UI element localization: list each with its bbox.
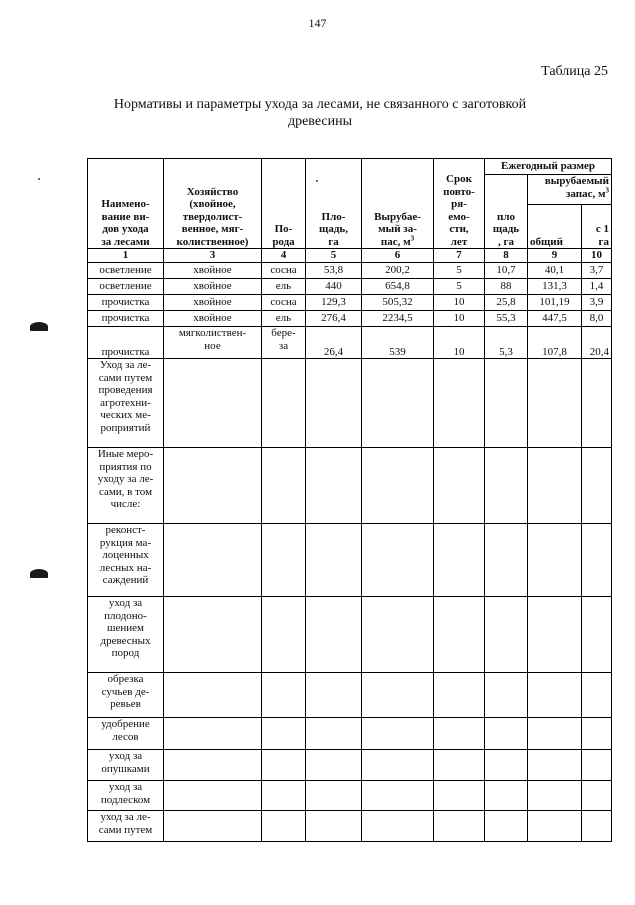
cell-per-ha: 3,7 bbox=[582, 263, 612, 279]
empty-cell bbox=[306, 781, 362, 811]
column-number: 1 bbox=[88, 249, 164, 263]
header-annual-volume-text: вырубаемый запас, м bbox=[544, 175, 609, 200]
empty-cell bbox=[362, 597, 434, 673]
table-row bbox=[88, 811, 612, 842]
cell-period: 10 bbox=[434, 327, 485, 359]
cell-type: осветление bbox=[88, 279, 164, 295]
empty-cell bbox=[262, 359, 306, 448]
empty-cell bbox=[362, 359, 434, 448]
cell-type bbox=[88, 359, 164, 448]
table-row bbox=[88, 327, 612, 359]
cell-type-text: обрезка сучьев де- ревьев bbox=[101, 673, 150, 710]
cell-period: 10 bbox=[434, 295, 485, 311]
cell-type-text: уход за опушками bbox=[101, 750, 150, 775]
cell-farm: хвойное bbox=[164, 295, 262, 311]
empty-cell bbox=[362, 718, 434, 750]
empty-cell bbox=[362, 750, 434, 781]
cell-farm: хвойное bbox=[164, 279, 262, 295]
table-row bbox=[88, 311, 612, 327]
cell-type-text: реконст- рукция ма- лоценных лесных на- саждений bbox=[99, 524, 152, 586]
empty-cell bbox=[582, 781, 612, 811]
empty-cell bbox=[528, 781, 582, 811]
header-type-text: Наимено- вание ви- дов ухода за лесами bbox=[101, 198, 150, 248]
cell-species: ель bbox=[262, 311, 306, 327]
cell-per-ha: 1,4 bbox=[582, 279, 612, 295]
cell-type: осветление bbox=[88, 263, 164, 279]
empty-cell bbox=[528, 597, 582, 673]
column-number: 9 bbox=[528, 249, 582, 263]
table-row bbox=[88, 279, 612, 295]
cell-type bbox=[88, 448, 164, 524]
empty-cell bbox=[362, 673, 434, 718]
superscript-3: 3 bbox=[605, 185, 609, 194]
empty-cell bbox=[434, 781, 485, 811]
header-volume-text: Вырубае- мый за- пас, м bbox=[374, 210, 421, 248]
cell-annual-total: 131,3 bbox=[528, 279, 582, 295]
header-annual-total-text: общий bbox=[530, 235, 563, 248]
cell-per-ha: 8,0 bbox=[582, 311, 612, 327]
empty-cell bbox=[434, 811, 485, 842]
empty-cell bbox=[434, 597, 485, 673]
cell-type-text: уход за подлеском bbox=[100, 781, 151, 806]
cell-type-text: уход за плодоно- шением древесных пород bbox=[100, 597, 151, 659]
cell-type bbox=[88, 811, 164, 842]
empty-cell bbox=[582, 718, 612, 750]
cell-annual-total: 107,8 bbox=[528, 327, 582, 359]
header-annual-group bbox=[485, 159, 612, 175]
cell-farm-text: мягколиствен- ное bbox=[178, 327, 247, 352]
cell-period: 5 bbox=[434, 263, 485, 279]
empty-cell bbox=[262, 811, 306, 842]
cell-species: сосна bbox=[262, 263, 306, 279]
empty-cell bbox=[164, 448, 262, 524]
cell-volume: 505,32 bbox=[362, 295, 434, 311]
table-row bbox=[88, 750, 612, 781]
empty-cell bbox=[164, 750, 262, 781]
empty-cell bbox=[528, 359, 582, 448]
cell-annual-area: 10,7 bbox=[485, 263, 528, 279]
empty-cell bbox=[362, 524, 434, 597]
empty-cell bbox=[528, 811, 582, 842]
cell-type bbox=[88, 524, 164, 597]
empty-cell bbox=[485, 597, 528, 673]
cell-annual-total: 40,1 bbox=[528, 263, 582, 279]
cell-period: 10 bbox=[434, 311, 485, 327]
forest-care-table bbox=[87, 158, 612, 842]
empty-cell bbox=[485, 781, 528, 811]
scan-mark bbox=[30, 569, 48, 578]
cell-volume: 539 bbox=[362, 327, 434, 359]
cell-type-text: удобрение лесов bbox=[101, 718, 150, 743]
empty-cell bbox=[164, 673, 262, 718]
empty-cell bbox=[434, 750, 485, 781]
header-volume bbox=[362, 159, 434, 249]
document-title: Нормативы и параметры ухода за лесами, не связанного с заготовкой древесины bbox=[113, 97, 527, 129]
cell-species bbox=[262, 327, 306, 359]
cell-annual-total: 447,5 bbox=[528, 311, 582, 327]
empty-cell bbox=[434, 359, 485, 448]
header-period-text: Срок повто- ря- емо- сти, лет bbox=[443, 173, 475, 248]
empty-cell bbox=[434, 673, 485, 718]
empty-cell bbox=[306, 448, 362, 524]
header-farm bbox=[164, 159, 262, 249]
cell-farm: хвойное bbox=[164, 263, 262, 279]
header-volume-wrap bbox=[364, 211, 431, 249]
empty-cell bbox=[306, 524, 362, 597]
cell-farm: хвойное bbox=[164, 311, 262, 327]
empty-cell bbox=[262, 597, 306, 673]
page-number: 147 bbox=[308, 16, 327, 30]
table-row bbox=[88, 718, 612, 750]
cell-area: 440 bbox=[306, 279, 362, 295]
header-annual-area-text: пло щадь , га bbox=[492, 210, 520, 248]
cell-type bbox=[88, 597, 164, 673]
empty-cell bbox=[262, 673, 306, 718]
cell-farm bbox=[164, 327, 262, 359]
column-number: 8 bbox=[485, 249, 528, 263]
empty-cell bbox=[582, 448, 612, 524]
header-farm-text: Хозяйство (хвойное, твердолист- венное, мяг- колиственное) bbox=[176, 185, 249, 248]
empty-cell bbox=[582, 359, 612, 448]
empty-cell bbox=[434, 524, 485, 597]
header-species bbox=[262, 159, 306, 249]
empty-cell bbox=[164, 524, 262, 597]
empty-cell bbox=[164, 718, 262, 750]
header-per-ha bbox=[582, 205, 612, 249]
header-type bbox=[88, 159, 164, 249]
column-number: 7 bbox=[434, 249, 485, 263]
cell-volume: 2234,5 bbox=[362, 311, 434, 327]
column-number: 10 bbox=[582, 249, 612, 263]
empty-cell bbox=[306, 750, 362, 781]
cell-area: 129,3 bbox=[306, 295, 362, 311]
table-row bbox=[88, 597, 612, 673]
header-area-text: Пло- щадь, га bbox=[319, 210, 348, 248]
cell-species: сосна bbox=[262, 295, 306, 311]
empty-cell bbox=[485, 524, 528, 597]
empty-cell bbox=[528, 448, 582, 524]
cell-area: 26,4 bbox=[306, 327, 362, 359]
cell-area: 276,4 bbox=[306, 311, 362, 327]
table-row bbox=[88, 295, 612, 311]
cell-type bbox=[88, 718, 164, 750]
cell-annual-area: 25,8 bbox=[485, 295, 528, 311]
table-row bbox=[88, 448, 612, 524]
empty-cell bbox=[485, 673, 528, 718]
cell-type-text: Уход за ле- сами путем проведения агротехни- ческих ме- роприятий bbox=[98, 359, 153, 434]
empty-cell bbox=[164, 597, 262, 673]
table-row bbox=[88, 359, 612, 448]
header-annual-volume bbox=[528, 175, 612, 205]
cell-annual-area: 88 bbox=[485, 279, 528, 295]
empty-cell bbox=[306, 811, 362, 842]
empty-cell bbox=[528, 524, 582, 597]
empty-cell bbox=[582, 597, 612, 673]
empty-cell bbox=[306, 673, 362, 718]
cell-type bbox=[88, 781, 164, 811]
empty-cell bbox=[306, 597, 362, 673]
table-label: Таблица 25 bbox=[541, 64, 608, 79]
empty-cell bbox=[485, 448, 528, 524]
cell-annual-area: 55,3 bbox=[485, 311, 528, 327]
cell-per-ha: 3,9 bbox=[582, 295, 612, 311]
column-number: 6 bbox=[362, 249, 434, 263]
column-number: 5 bbox=[306, 249, 362, 263]
empty-cell bbox=[362, 811, 434, 842]
header-annual-total bbox=[528, 205, 582, 249]
cell-species: ель bbox=[262, 279, 306, 295]
empty-cell bbox=[164, 359, 262, 448]
cell-type-text: Иные меро- приятия по уходу за ле- сами, в том числе: bbox=[97, 448, 154, 510]
empty-cell bbox=[306, 718, 362, 750]
header-area bbox=[306, 159, 362, 249]
table-row bbox=[88, 263, 612, 279]
empty-cell bbox=[262, 448, 306, 524]
header-annual-area bbox=[485, 175, 528, 249]
superscript-3: 3 bbox=[410, 233, 415, 242]
empty-cell bbox=[582, 750, 612, 781]
empty-cell bbox=[528, 673, 582, 718]
empty-cell bbox=[362, 448, 434, 524]
empty-cell bbox=[582, 524, 612, 597]
table-row bbox=[88, 781, 612, 811]
header-per-ha-text: с 1 га bbox=[595, 223, 609, 248]
scan-dot bbox=[38, 178, 40, 180]
cell-type bbox=[88, 673, 164, 718]
empty-cell bbox=[262, 750, 306, 781]
empty-cell bbox=[485, 811, 528, 842]
cell-volume: 654,8 bbox=[362, 279, 434, 295]
header-annual-group-text: Ежегодный размер bbox=[501, 160, 595, 173]
cell-volume: 200,2 bbox=[362, 263, 434, 279]
column-numbers-row bbox=[88, 249, 612, 263]
cell-annual-total: 101,19 bbox=[528, 295, 582, 311]
empty-cell bbox=[528, 718, 582, 750]
empty-cell bbox=[262, 524, 306, 597]
cell-type bbox=[88, 750, 164, 781]
table-row bbox=[88, 673, 612, 718]
cell-species-text: бере- за bbox=[271, 327, 296, 352]
empty-cell bbox=[485, 359, 528, 448]
column-number: 4 bbox=[262, 249, 306, 263]
cell-type: прочистка bbox=[88, 327, 164, 359]
empty-cell bbox=[262, 718, 306, 750]
empty-cell bbox=[306, 359, 362, 448]
empty-cell bbox=[362, 781, 434, 811]
empty-cell bbox=[582, 673, 612, 718]
empty-cell bbox=[164, 781, 262, 811]
empty-cell bbox=[485, 750, 528, 781]
column-number: 3 bbox=[164, 249, 262, 263]
cell-type: прочистка bbox=[88, 311, 164, 327]
cell-area: 53,8 bbox=[306, 263, 362, 279]
empty-cell bbox=[262, 781, 306, 811]
empty-cell bbox=[164, 811, 262, 842]
empty-cell bbox=[434, 448, 485, 524]
cell-type: прочистка bbox=[88, 295, 164, 311]
empty-cell bbox=[485, 718, 528, 750]
empty-cell bbox=[528, 750, 582, 781]
empty-cell bbox=[582, 811, 612, 842]
cell-period: 5 bbox=[434, 279, 485, 295]
empty-cell bbox=[434, 718, 485, 750]
cell-annual-area: 5,3 bbox=[485, 327, 528, 359]
header-period bbox=[434, 159, 485, 249]
cell-per-ha: 20,4 bbox=[582, 327, 612, 359]
scan-mark bbox=[30, 322, 48, 331]
header-species-text: По- рода bbox=[272, 223, 295, 248]
table-row bbox=[88, 524, 612, 597]
header-annual-volume-wrap bbox=[530, 175, 609, 200]
cell-type-text: уход за ле- сами путем bbox=[98, 811, 153, 836]
